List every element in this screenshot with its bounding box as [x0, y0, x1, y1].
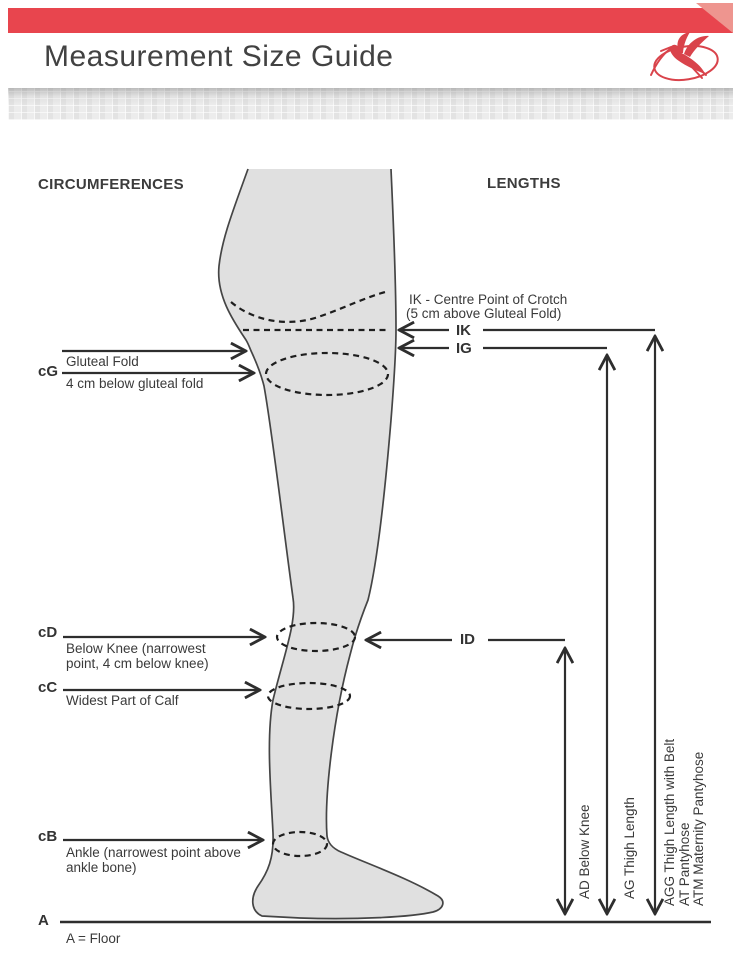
cc-code-label: cC — [38, 679, 58, 696]
cb-code-label: cB — [38, 828, 58, 845]
ag-thigh-length-label: AG Thigh Length — [622, 797, 637, 899]
cd-code-label: cD — [38, 624, 58, 641]
ik-code-label: IK — [453, 322, 474, 339]
leg-silhouette — [219, 169, 443, 919]
cc-description-label: Widest Part of Calf — [66, 693, 179, 708]
lengths-heading: LENGTHS — [487, 175, 561, 192]
agg-thigh-length-belt-label: AGG Thigh Length with Belt — [662, 738, 677, 906]
gluteal-fold-label: Gluteal Fold — [66, 354, 139, 369]
page-title: Measurement Size Guide — [44, 40, 394, 73]
ad-below-knee-label: AD Below Knee — [577, 804, 592, 899]
cd-description-label: Below Knee (narrowest point, 4 cm below knee) — [66, 641, 209, 671]
id-code-label: ID — [457, 631, 478, 648]
a-code-label: A — [38, 912, 49, 929]
atm-maternity-pantyhose-label: ATM Maternity Pantyhose — [691, 751, 706, 906]
agg-at-atm-label-block — [663, 739, 707, 906]
ig-code-label: IG — [453, 340, 475, 357]
ik-note-line1: IK - Centre Point of Crotch — [409, 292, 568, 307]
at-pantyhose-label: AT Pantyhose — [676, 822, 692, 906]
floor-label: A = Floor — [66, 931, 121, 946]
cg-code-label: cG — [38, 363, 59, 380]
cb-description-label: Ankle (narrowest point above ankle bone) — [66, 845, 241, 875]
circumferences-heading: CIRCUMFERENCES — [38, 176, 184, 193]
below-gluteal-fold-label: 4 cm below gluteal fold — [66, 376, 204, 391]
ik-note-line2: (5 cm above Gluteal Fold) — [406, 306, 562, 321]
